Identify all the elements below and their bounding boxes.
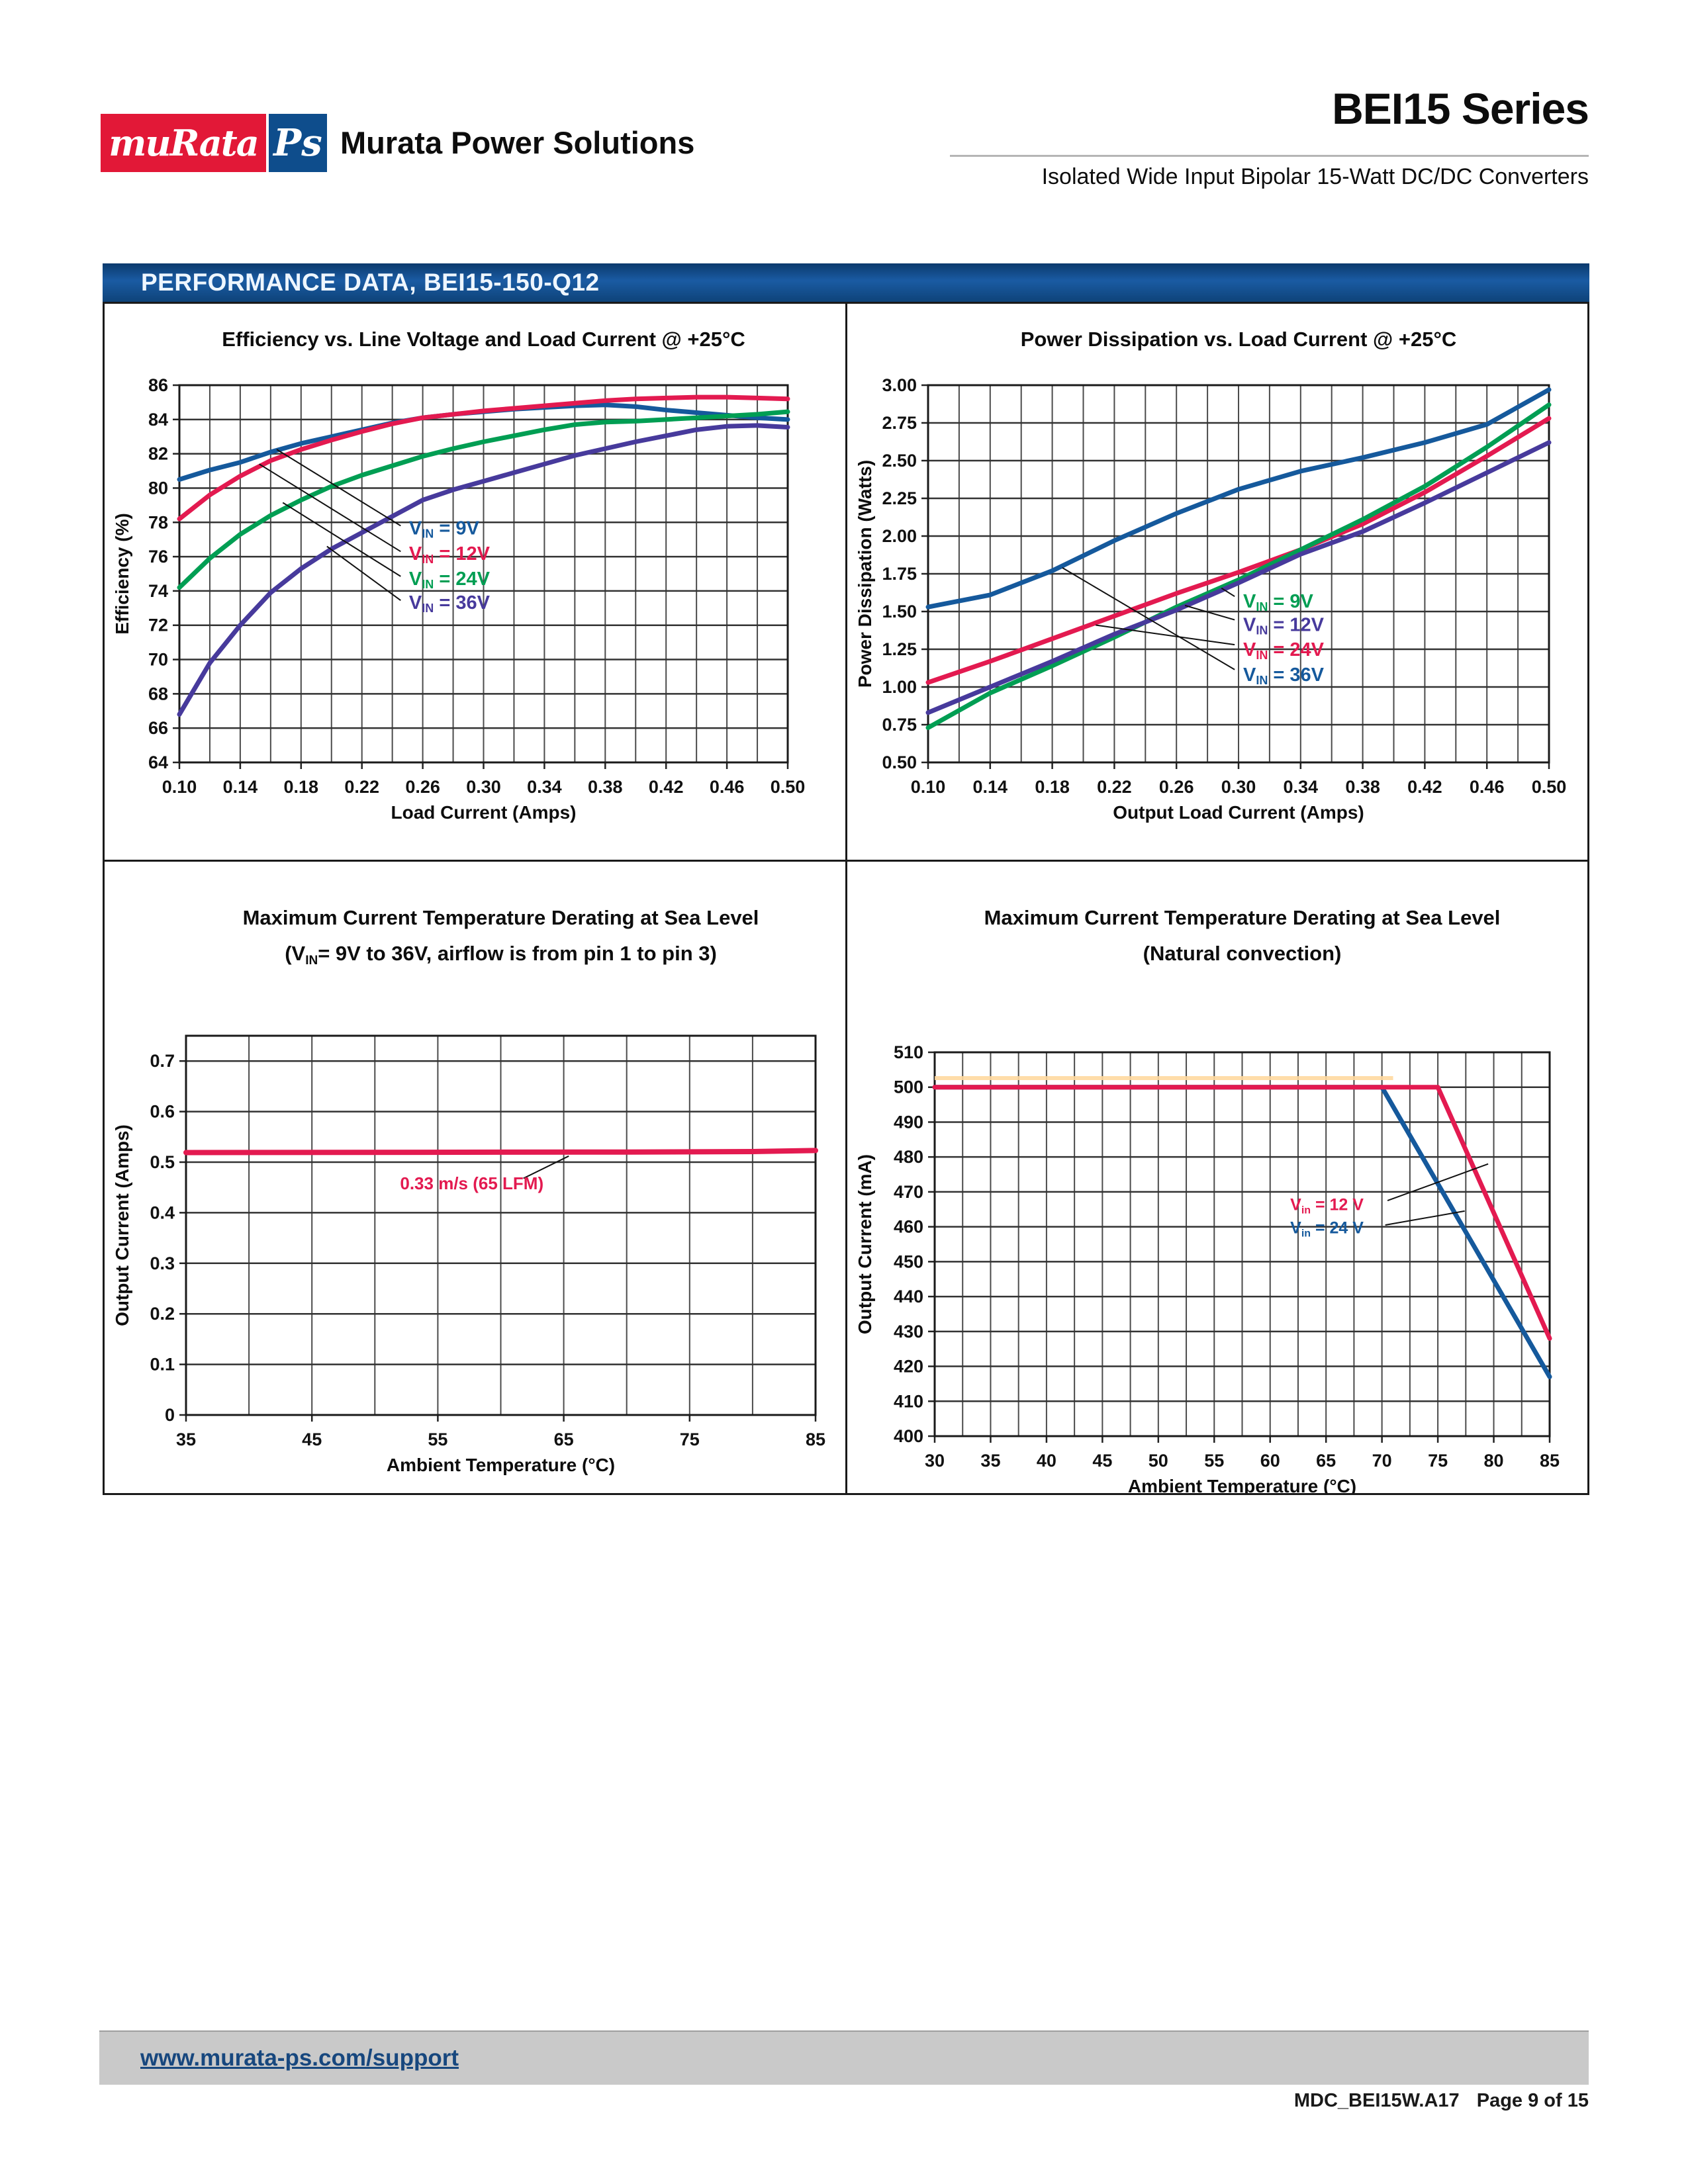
svg-text:0.26: 0.26 <box>405 777 440 797</box>
svg-text:40: 40 <box>1036 1451 1056 1471</box>
svg-text:76: 76 <box>148 547 168 567</box>
svg-text:0.18: 0.18 <box>1035 777 1070 797</box>
svg-text:Ambient Temperature (°C): Ambient Temperature (°C) <box>386 1455 616 1475</box>
svg-text:VIN = 36V: VIN = 36V <box>408 592 490 615</box>
svg-text:2.50: 2.50 <box>882 451 917 471</box>
derating-airflow-chart <box>105 862 845 1493</box>
svg-text:460: 460 <box>893 1216 923 1237</box>
svg-text:Maximum Current Temperature De: Maximum Current Temperature Derating at Sea Level <box>984 906 1501 929</box>
murata-logo <box>101 114 266 172</box>
svg-text:Vin = 24 V: $V_{in} = 24$ V <box>1290 1218 1364 1240</box>
svg-text:(VIN= 9V to 36V, airflow is fr: (VIN= 9V to 36V, airflow is from pin 1 to pin 3) <box>285 942 717 968</box>
svg-text:0.30: 0.30 <box>466 777 501 797</box>
svg-text:66: 66 <box>148 718 168 739</box>
svg-text:0.3: 0.3 <box>150 1253 175 1273</box>
svg-text:VIN = 12V: VIN = 12V <box>1243 614 1325 637</box>
doc-reference <box>1294 2090 1589 2112</box>
svg-text:VIN = 12V: VIN = 12V <box>408 543 490 567</box>
svg-text:0.1: 0.1 <box>150 1354 175 1375</box>
svg-text:0.10: 0.10 <box>162 777 197 797</box>
svg-text:78: 78 <box>148 512 168 533</box>
svg-text:0.18: 0.18 <box>283 777 319 797</box>
power-dissipation-chart <box>847 304 1587 860</box>
svg-text:0.33 m/s (65 LFM): 0.33 m/s (65 LFM) <box>400 1173 544 1194</box>
page-number: Page 9 of 15 <box>1476 2090 1589 2111</box>
svg-text:30: 30 <box>924 1451 945 1471</box>
svg-text:0.75: 0.75 <box>882 715 917 735</box>
svg-text:84: 84 <box>148 409 168 430</box>
svg-text:86: 86 <box>148 375 168 395</box>
svg-text:0.50: 0.50 <box>770 777 806 797</box>
svg-text:0: 0 <box>164 1405 175 1425</box>
svg-text:35: 35 <box>175 1430 197 1449</box>
svg-text:50: 50 <box>1148 1451 1168 1471</box>
svg-text:470: 470 <box>893 1181 923 1202</box>
svg-text:1.25: 1.25 <box>882 639 917 659</box>
svg-text:0.46: 0.46 <box>709 777 745 797</box>
svg-text:510: 510 <box>893 1042 923 1062</box>
svg-text:VIN = 36V: VIN = 36V <box>1243 664 1325 687</box>
performance-data-header <box>103 263 1589 302</box>
svg-text:440: 440 <box>893 1287 923 1307</box>
svg-text:0.30: 0.30 <box>1221 777 1256 797</box>
svg-text:1.75: 1.75 <box>882 564 917 584</box>
svg-text:0.10: 0.10 <box>910 777 946 797</box>
svg-text:0.50: 0.50 <box>882 752 917 772</box>
efficiency-chart <box>105 304 845 860</box>
svg-text:430: 430 <box>893 1321 923 1342</box>
svg-text:70: 70 <box>148 649 168 670</box>
performance-data-title: PERFORMANCE DATA, BEI15-150-Q12 <box>141 269 600 296</box>
svg-text:0.22: 0.22 <box>1097 777 1132 797</box>
svg-text:72: 72 <box>148 615 168 635</box>
svg-text:450: 450 <box>893 1251 923 1272</box>
svg-text:35: 35 <box>980 1451 1001 1471</box>
svg-text:(Natural convection): (Natural convection) <box>1143 942 1342 965</box>
svg-text:65: 65 <box>1316 1451 1336 1471</box>
doc-id: MDC_BEI15W.A17 <box>1293 2090 1460 2111</box>
svg-text:Efficiency (%): Efficiency (%) <box>112 513 132 635</box>
svg-text:0.50: 0.50 <box>1531 777 1567 797</box>
svg-text:0.38: 0.38 <box>588 777 623 797</box>
svg-text:45: 45 <box>302 1430 322 1449</box>
svg-text:500: 500 <box>893 1077 923 1097</box>
svg-text:0.42: 0.42 <box>648 777 684 797</box>
svg-text:VIN = 9V: VIN = 9V <box>408 518 479 541</box>
svg-text:0.34: 0.34 <box>1283 777 1319 797</box>
svg-text:Output Current (mA): Output Current (mA) <box>855 1154 875 1335</box>
svg-text:1.50: 1.50 <box>882 602 917 621</box>
svg-text:Vin = 12 V: $V_{in} = 12$ V <box>1290 1195 1364 1216</box>
svg-text:Efficiency vs. Line Voltage an: Efficiency vs. Line Voltage and Load Current @ +25°C <box>222 328 745 351</box>
derating-convection-chart <box>847 862 1587 1493</box>
svg-text:0.22: 0.22 <box>344 777 379 797</box>
svg-text:Power Dissipation vs. Load Cur: Power Dissipation vs. Load Current @ +25°C <box>1020 328 1457 351</box>
svg-text:82: 82 <box>148 443 168 464</box>
svg-text:68: 68 <box>148 684 168 704</box>
svg-text:Output Load Current (Amps): Output Load Current (Amps) <box>1113 802 1364 823</box>
svg-text:0.6: 0.6 <box>150 1101 175 1122</box>
svg-text:Maximum Current Temperature De: Maximum Current Temperature Derating at Sea Level <box>242 906 759 929</box>
performance-charts-box <box>103 302 1589 1495</box>
svg-text:45: 45 <box>1092 1451 1113 1471</box>
svg-text:80: 80 <box>148 478 168 498</box>
svg-text:480: 480 <box>893 1147 923 1167</box>
svg-text:Ambient Temperature (°C): Ambient Temperature (°C) <box>1127 1476 1357 1493</box>
svg-text:490: 490 <box>893 1112 923 1132</box>
svg-text:75: 75 <box>679 1430 700 1449</box>
svg-text:0.5: 0.5 <box>150 1152 175 1172</box>
svg-text:400: 400 <box>893 1426 923 1446</box>
svg-text:410: 410 <box>893 1391 923 1412</box>
ps-logo-text: Ps <box>273 121 322 165</box>
svg-text:0.2: 0.2 <box>150 1304 175 1324</box>
ps-logo <box>269 114 327 172</box>
svg-text:0.46: 0.46 <box>1469 777 1505 797</box>
svg-text:VIN = 9V: VIN = 9V <box>1243 591 1313 614</box>
svg-text:80: 80 <box>1483 1451 1504 1471</box>
svg-text:2.00: 2.00 <box>882 526 917 546</box>
svg-text:0.42: 0.42 <box>1407 777 1442 797</box>
svg-text:VIN = 24V: VIN = 24V <box>1243 639 1325 662</box>
svg-text:0.14: 0.14 <box>972 777 1008 797</box>
svg-text:0.7: 0.7 <box>150 1051 175 1071</box>
svg-text:85: 85 <box>1539 1451 1560 1471</box>
svg-text:64: 64 <box>148 752 168 772</box>
svg-text:3.00: 3.00 <box>882 375 917 395</box>
svg-text:75: 75 <box>1428 1451 1448 1471</box>
svg-text:0.14: 0.14 <box>222 777 258 797</box>
svg-text:1.00: 1.00 <box>882 677 917 697</box>
page-subtitle: Isolated Wide Input Bipolar 15-Watt DC/DC Converters <box>1041 164 1589 189</box>
support-link[interactable]: www.murata-ps.com/support <box>140 2045 459 2071</box>
svg-text:420: 420 <box>893 1356 923 1377</box>
svg-text:85: 85 <box>805 1430 826 1449</box>
svg-text:70: 70 <box>1372 1451 1392 1471</box>
svg-text:65: 65 <box>553 1430 574 1449</box>
footer-bar <box>99 2030 1589 2085</box>
svg-text:2.25: 2.25 <box>882 488 917 508</box>
header-divider <box>950 155 1589 157</box>
svg-text:0.4: 0.4 <box>150 1203 175 1223</box>
svg-text:55: 55 <box>428 1430 448 1449</box>
svg-text:55: 55 <box>1204 1451 1225 1471</box>
brand-name: Murata Power Solutions <box>340 125 695 160</box>
svg-text:0.34: 0.34 <box>527 777 562 797</box>
svg-text:VIN = 24V: VIN = 24V <box>408 568 490 591</box>
svg-text:60: 60 <box>1260 1451 1280 1471</box>
svg-text:0.38: 0.38 <box>1345 777 1380 797</box>
murata-logo-text: muRata <box>109 122 258 164</box>
svg-text:74: 74 <box>148 580 168 601</box>
svg-text:0.26: 0.26 <box>1158 777 1194 797</box>
svg-text:Output Current (Amps): Output Current (Amps) <box>112 1124 132 1326</box>
page-title: BEI15 Series <box>1332 84 1589 133</box>
svg-text:Power Dissipation (Watts): Power Dissipation (Watts) <box>855 459 875 688</box>
svg-text:2.75: 2.75 <box>882 413 917 433</box>
svg-text:Load Current (Amps): Load Current (Amps) <box>391 802 577 823</box>
